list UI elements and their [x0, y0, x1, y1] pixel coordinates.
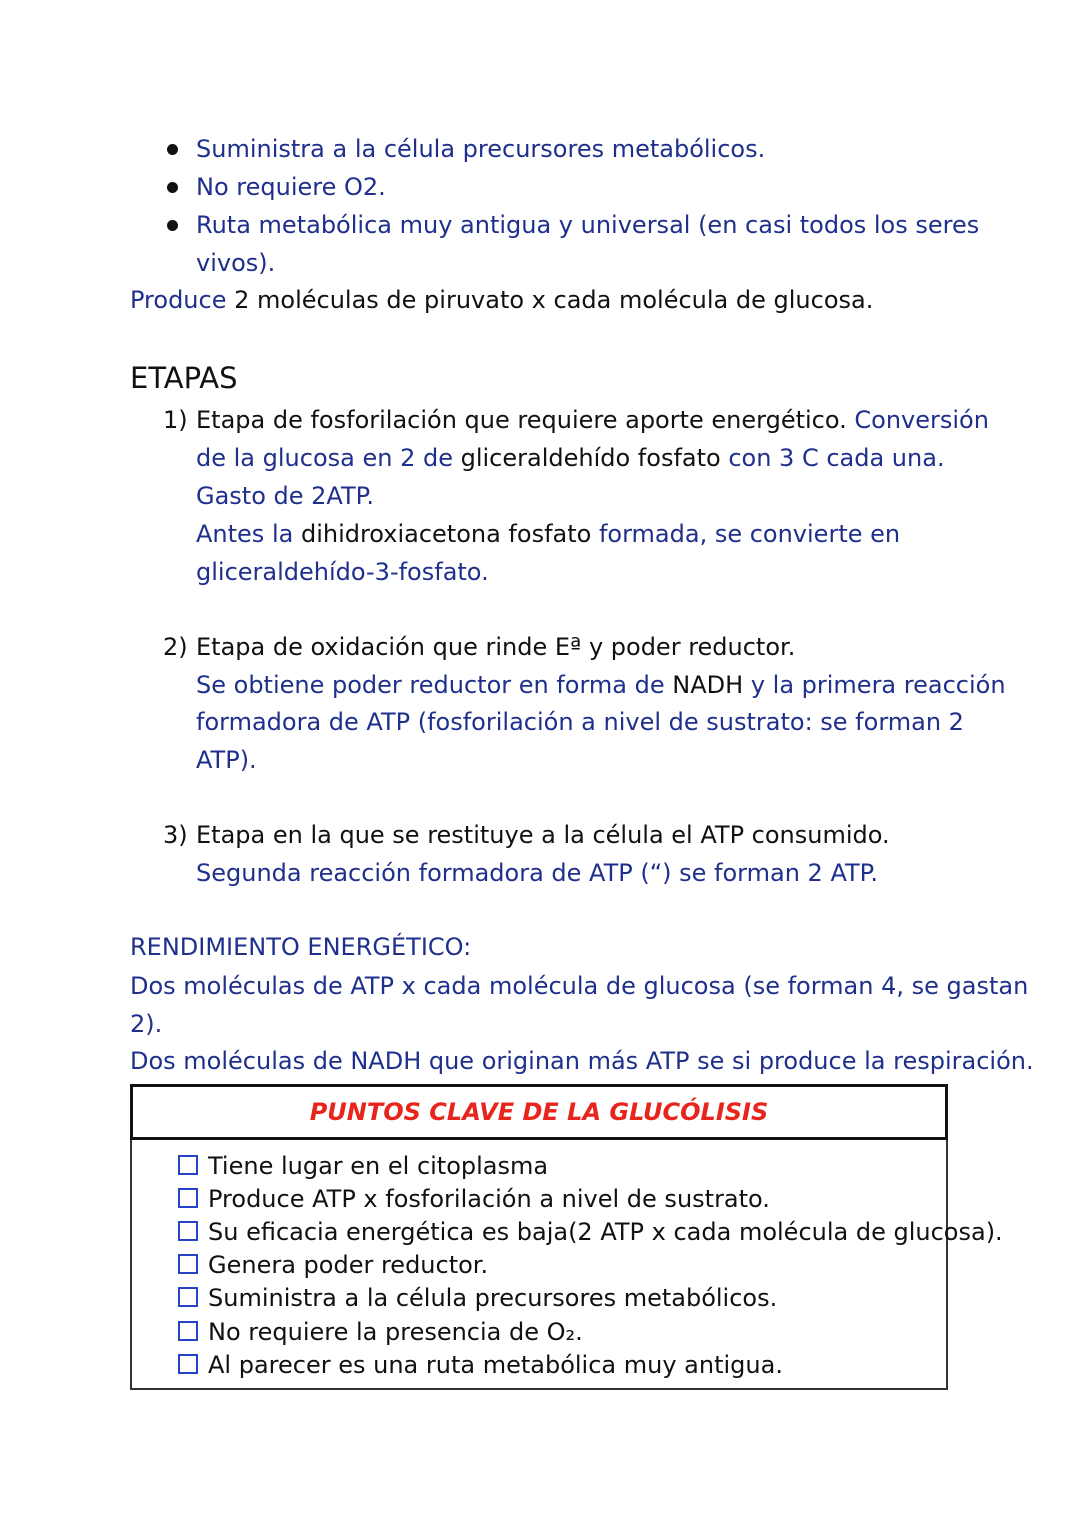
- bullet-dot: [167, 144, 178, 155]
- etapas-heading: ETAPAS: [130, 361, 238, 395]
- step1-number: 1): [163, 406, 188, 434]
- intro-produce: [130, 284, 873, 316]
- step1-l2b: gliceraldehído fosfato: [460, 444, 721, 472]
- checkbox-icon[interactable]: [178, 1287, 198, 1307]
- step1-line4: [196, 518, 900, 550]
- step2-line1: [163, 631, 795, 663]
- step1-l4a: Antes la: [196, 520, 301, 548]
- key-point-text: No requiere la presencia de O₂.: [208, 1318, 583, 1346]
- key-point-item: [178, 1316, 583, 1349]
- step1-l4b: dihidroxiacetona fosfato: [300, 520, 592, 548]
- key-point-text: Su eficacia energética es baja(2 ATP x cada molécula de glucosa).: [208, 1218, 1003, 1246]
- checkbox-icon[interactable]: [178, 1155, 198, 1175]
- step2-l2a: Se obtiene poder reductor en forma de: [196, 671, 673, 699]
- produce-text: 2 moléculas de piruvato x cada molécula de glucosa.: [226, 286, 874, 314]
- key-point-item: [178, 1183, 770, 1216]
- key-points-list: [130, 1140, 1003, 1390]
- intro-bullet-3: Ruta metabólica muy antigua y universal (en casi todos los seres: [196, 211, 980, 239]
- step2-line2: [196, 669, 1006, 701]
- step1-conversion: Conversión: [854, 406, 989, 434]
- checkbox-icon[interactable]: [178, 1321, 198, 1341]
- bullet-dot: [167, 220, 178, 231]
- key-point-text: Al parecer es una ruta metabólica muy antigua.: [208, 1351, 783, 1379]
- step2-line4: ATP).: [196, 746, 257, 774]
- checkbox-icon[interactable]: [178, 1188, 198, 1208]
- step3-line2: Segunda reacción formadora de ATP (“) se forman 2 ATP.: [196, 859, 879, 887]
- checkbox-icon[interactable]: [178, 1221, 198, 1241]
- step2-nadh: NADH: [672, 671, 744, 699]
- key-point-item: [178, 1349, 783, 1382]
- step1-title: Etapa de fosforilación que requiere aporte energético.: [196, 406, 855, 434]
- rendimiento-line1: Dos moléculas de ATP x cada molécula de glucosa (se forman 4, se gastan: [130, 972, 1029, 1000]
- key-point-item: [178, 1282, 777, 1315]
- rendimiento-line2: 2).: [130, 1010, 163, 1038]
- step2-title: Etapa de oxidación que rinde Eª y poder reductor.: [196, 633, 796, 661]
- step2-line3: formadora de ATP (fosforilación a nivel de sustrato: se forman 2: [196, 708, 964, 736]
- rendimiento-line3: Dos moléculas de NADH que originan más ATP se si produce la respiración.: [130, 1047, 1034, 1075]
- key-point-text: Genera poder reductor.: [208, 1251, 489, 1279]
- key-point-text: Tiene lugar en el citoplasma: [208, 1152, 549, 1180]
- rendimiento-heading: RENDIMIENTO ENERGÉTICO:: [130, 933, 472, 961]
- step2-number: 2): [163, 633, 188, 661]
- step1-l4c: formada, se convierte en: [591, 520, 901, 548]
- step1-l2a: de la glucosa en 2 de: [196, 444, 461, 472]
- checkbox-icon[interactable]: [178, 1354, 198, 1374]
- step1-line2: [196, 442, 945, 474]
- intro-bullet-3-cont: vivos).: [196, 249, 276, 277]
- step3-line1: [163, 819, 890, 851]
- intro-bullet-1: Suministra a la célula precursores metabólicos.: [196, 135, 766, 163]
- step1-line1: [163, 404, 989, 436]
- bullet-dot: [167, 182, 178, 193]
- key-point-text: Suministra a la célula precursores metabólicos.: [208, 1284, 778, 1312]
- key-point-item: [178, 1216, 1003, 1249]
- step3-number: 3): [163, 821, 188, 849]
- checkbox-icon[interactable]: [178, 1254, 198, 1274]
- step1-l2c: con 3 C cada una.: [720, 444, 945, 472]
- step2-l2c: y la primera reacción: [743, 671, 1006, 699]
- key-point-text: Produce ATP x fosforilación a nivel de sustrato.: [208, 1185, 770, 1213]
- key-points-title: PUNTOS CLAVE DE LA GLUCÓLISIS: [130, 1084, 948, 1140]
- key-point-item: [178, 1249, 488, 1282]
- produce-word: Produce: [130, 286, 227, 314]
- step3-title: Etapa en la que se restituye a la célula el ATP consumido.: [196, 821, 890, 849]
- key-point-item: [178, 1150, 548, 1183]
- step1-line3: Gasto de 2ATP.: [196, 482, 375, 510]
- intro-bullet-2: No requiere O2.: [196, 173, 386, 201]
- step1-line5: gliceraldehído-3-fosfato.: [196, 558, 489, 586]
